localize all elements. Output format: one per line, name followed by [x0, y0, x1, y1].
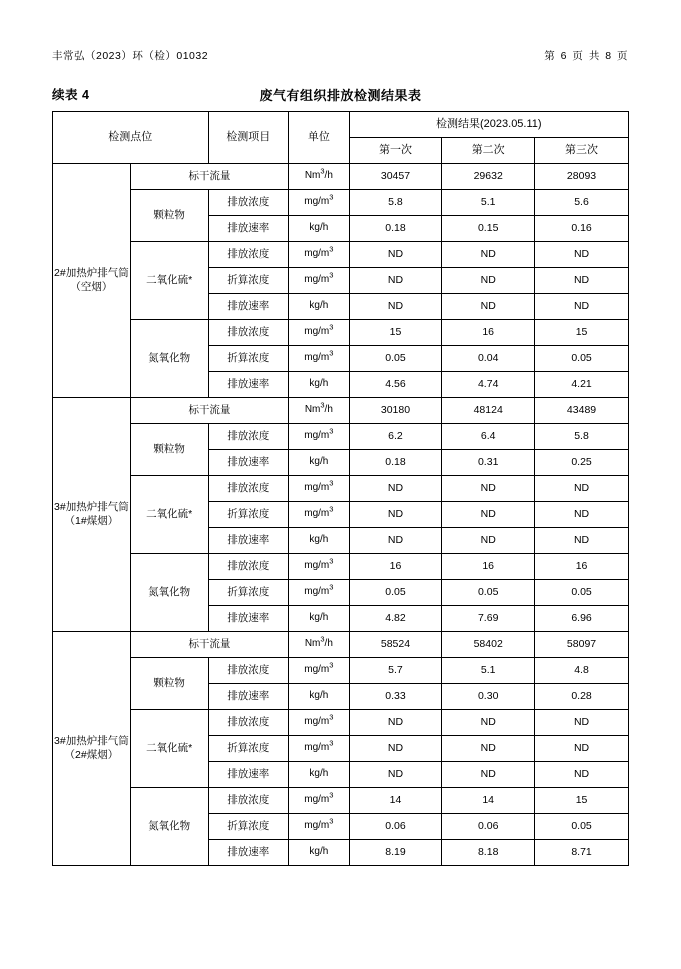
cell-result-run-1: 30457: [349, 164, 442, 190]
cell-unit: kg/h: [289, 450, 349, 476]
table-body: [53, 164, 629, 866]
cell-unit: kg/h: [289, 606, 349, 632]
cell-result-run-1: 5.8: [349, 190, 442, 216]
cell-result-run-1: 0.33: [349, 684, 442, 710]
cell-item: 排放速率: [208, 684, 289, 710]
table-header-row-1: [53, 112, 629, 138]
cell-item: 排放速率: [208, 606, 289, 632]
cell-result-run-1: ND: [349, 476, 442, 502]
table-row: [53, 320, 629, 346]
cell-item-group: 颗粒物: [130, 424, 208, 476]
cell-unit: $mg/m^3$: [289, 710, 349, 736]
cell-result-run-1: 0.06: [349, 814, 442, 840]
table-row: [53, 164, 629, 190]
page-number: 第 6 页 共 8 页: [544, 50, 629, 62]
cell-item: 排放浓度: [208, 554, 289, 580]
cell-result-run-3: 15: [535, 788, 629, 814]
cell-result-run-1: ND: [349, 710, 442, 736]
cell-item: 排放速率: [208, 216, 289, 242]
cell-item-group: 氮氧化物: [130, 320, 208, 398]
cell-unit: kg/h: [289, 294, 349, 320]
table-row: [53, 788, 629, 814]
cell-result-run-3: ND: [535, 528, 629, 554]
cell-result-run-3: 4.21: [535, 372, 629, 398]
cell-result-run-3: 8.71: [535, 840, 629, 866]
cell-result-run-3: 0.16: [535, 216, 629, 242]
cell-result-run-2: 16: [442, 320, 535, 346]
table-row: [53, 554, 629, 580]
cell-result-run-2: 4.74: [442, 372, 535, 398]
cell-unit: $mg/m^3$: [289, 320, 349, 346]
header-item: 检测项目: [208, 112, 289, 164]
header-point: 检测点位: [53, 112, 209, 164]
cell-result-run-3: 6.96: [535, 606, 629, 632]
page-header: [52, 48, 629, 63]
cell-unit: $mg/m^3$: [289, 736, 349, 762]
cell-result-run-1: 58524: [349, 632, 442, 658]
cell-result-run-1: ND: [349, 268, 442, 294]
cell-result-run-3: ND: [535, 710, 629, 736]
cell-result-run-2: 7.69: [442, 606, 535, 632]
cell-monitoring-point: 2#加热炉排气筒（空烟）: [53, 164, 131, 398]
cell-item-group: 二氧化硫*: [130, 710, 208, 788]
table-row: [53, 424, 629, 450]
cell-item-group: 二氧化硫*: [130, 242, 208, 320]
table-row: [53, 710, 629, 736]
cell-result-run-2: 0.04: [442, 346, 535, 372]
cell-unit: Nm$^3$/h: [289, 164, 349, 190]
cell-item: 排放浓度: [208, 476, 289, 502]
cell-item: 排放速率: [208, 528, 289, 554]
cell-monitoring-point: 3#加热炉排气筒（2#煤烟）: [53, 632, 131, 866]
cell-result-run-1: ND: [349, 242, 442, 268]
cell-unit: kg/h: [289, 684, 349, 710]
cell-result-run-2: 5.1: [442, 190, 535, 216]
cell-unit: $mg/m^3$: [289, 242, 349, 268]
cell-result-run-2: ND: [442, 502, 535, 528]
cell-unit: kg/h: [289, 372, 349, 398]
cell-result-run-3: ND: [535, 502, 629, 528]
cell-result-run-3: 0.28: [535, 684, 629, 710]
cell-result-run-2: 0.06: [442, 814, 535, 840]
cell-result-run-3: 58097: [535, 632, 629, 658]
table-row: [53, 190, 629, 216]
cell-result-run-2: ND: [442, 762, 535, 788]
cell-result-run-1: 0.05: [349, 346, 442, 372]
header-unit: 单位: [289, 112, 349, 164]
cell-result-run-1: 5.7: [349, 658, 442, 684]
cell-monitoring-point: 3#加热炉排气筒（1#煤烟）: [53, 398, 131, 632]
cell-item: 标干流量: [130, 632, 288, 658]
cell-item: 标干流量: [130, 164, 288, 190]
cell-result-run-1: 4.82: [349, 606, 442, 632]
cell-result-run-2: 8.18: [442, 840, 535, 866]
cell-item: 折算浓度: [208, 346, 289, 372]
cell-result-run-1: 30180: [349, 398, 442, 424]
cell-result-run-1: ND: [349, 762, 442, 788]
cell-result-run-1: ND: [349, 502, 442, 528]
cell-result-run-1: 6.2: [349, 424, 442, 450]
cell-item: 折算浓度: [208, 268, 289, 294]
cell-result-run-1: 0.18: [349, 450, 442, 476]
cell-result-run-2: ND: [442, 736, 535, 762]
cell-unit: Nm$^3$/h: [289, 632, 349, 658]
cell-result-run-1: ND: [349, 736, 442, 762]
cell-result-run-3: 0.05: [535, 814, 629, 840]
cell-result-run-2: 29632: [442, 164, 535, 190]
cell-item: 折算浓度: [208, 580, 289, 606]
header-run-2: 第二次: [442, 138, 535, 164]
cell-result-run-2: 0.31: [442, 450, 535, 476]
cell-item: 排放速率: [208, 450, 289, 476]
cell-result-run-3: ND: [535, 762, 629, 788]
cell-result-run-1: 4.56: [349, 372, 442, 398]
cell-item: 标干流量: [130, 398, 288, 424]
cell-unit: $mg/m^3$: [289, 268, 349, 294]
cell-result-run-2: 0.05: [442, 580, 535, 606]
cell-result-run-3: 28093: [535, 164, 629, 190]
cell-item-group: 二氧化硫*: [130, 476, 208, 554]
table-row: [53, 242, 629, 268]
cell-result-run-2: ND: [442, 528, 535, 554]
cell-result-run-2: ND: [442, 242, 535, 268]
emission-results-table: [52, 111, 629, 866]
cell-item: 折算浓度: [208, 814, 289, 840]
cell-item: 排放浓度: [208, 424, 289, 450]
cell-result-run-3: 15: [535, 320, 629, 346]
cell-result-run-2: 0.15: [442, 216, 535, 242]
cell-result-run-2: ND: [442, 710, 535, 736]
cell-item: 排放浓度: [208, 242, 289, 268]
cell-result-run-3: 4.8: [535, 658, 629, 684]
header-run-1: 第一次: [349, 138, 442, 164]
cell-result-run-3: ND: [535, 736, 629, 762]
cell-result-run-2: 6.4: [442, 424, 535, 450]
cell-unit: kg/h: [289, 762, 349, 788]
cell-item: 排放速率: [208, 294, 289, 320]
cell-unit: $mg/m^3$: [289, 658, 349, 684]
cell-result-run-2: 5.1: [442, 658, 535, 684]
cell-unit: $mg/m^3$: [289, 476, 349, 502]
cell-result-run-3: ND: [535, 242, 629, 268]
cell-item: 折算浓度: [208, 736, 289, 762]
cell-result-run-3: ND: [535, 294, 629, 320]
cell-result-run-2: 48124: [442, 398, 535, 424]
cell-unit: $mg/m^3$: [289, 502, 349, 528]
cell-result-run-3: 43489: [535, 398, 629, 424]
cell-unit: kg/h: [289, 528, 349, 554]
cell-unit: $mg/m^3$: [289, 814, 349, 840]
title-row: [52, 85, 629, 103]
cell-result-run-2: 58402: [442, 632, 535, 658]
cell-result-run-2: ND: [442, 476, 535, 502]
continued-table-label: 续表 4: [52, 88, 90, 102]
cell-result-run-2: ND: [442, 268, 535, 294]
cell-unit: kg/h: [289, 216, 349, 242]
cell-result-run-1: 16: [349, 554, 442, 580]
header-run-3: 第三次: [535, 138, 629, 164]
cell-item: 排放速率: [208, 762, 289, 788]
document-code: 丰常弘（2023）环（检）01032: [52, 50, 209, 62]
cell-result-run-3: ND: [535, 268, 629, 294]
cell-unit: $mg/m^3$: [289, 190, 349, 216]
cell-unit: kg/h: [289, 840, 349, 866]
table-row: [53, 476, 629, 502]
cell-result-run-1: ND: [349, 528, 442, 554]
cell-result-run-1: 0.18: [349, 216, 442, 242]
cell-result-run-1: 14: [349, 788, 442, 814]
cell-result-run-3: 0.05: [535, 580, 629, 606]
cell-result-run-2: ND: [442, 294, 535, 320]
cell-result-run-3: 5.6: [535, 190, 629, 216]
cell-unit: $mg/m^3$: [289, 580, 349, 606]
cell-item: 排放速率: [208, 372, 289, 398]
cell-item: 排放浓度: [208, 788, 289, 814]
cell-item-group: 颗粒物: [130, 190, 208, 242]
cell-result-run-3: 0.05: [535, 346, 629, 372]
header-result-group: 检测结果(2023.05.11): [349, 112, 628, 138]
cell-result-run-2: 14: [442, 788, 535, 814]
cell-item: 排放浓度: [208, 658, 289, 684]
cell-item: 排放浓度: [208, 710, 289, 736]
cell-unit: $mg/m^3$: [289, 424, 349, 450]
table-row: [53, 632, 629, 658]
cell-unit: $mg/m^3$: [289, 788, 349, 814]
cell-item-group: 氮氧化物: [130, 554, 208, 632]
cell-item: 排放速率: [208, 840, 289, 866]
cell-result-run-3: 16: [535, 554, 629, 580]
table-row: [53, 398, 629, 424]
cell-result-run-1: 0.05: [349, 580, 442, 606]
cell-item-group: 氮氧化物: [130, 788, 208, 866]
cell-result-run-3: 0.25: [535, 450, 629, 476]
cell-item: 排放浓度: [208, 320, 289, 346]
cell-result-run-2: 0.30: [442, 684, 535, 710]
cell-unit: $mg/m^3$: [289, 554, 349, 580]
cell-result-run-3: 5.8: [535, 424, 629, 450]
cell-result-run-1: ND: [349, 294, 442, 320]
cell-unit: Nm$^3$/h: [289, 398, 349, 424]
cell-item: 排放浓度: [208, 190, 289, 216]
page-title: 废气有组织排放检测结果表: [259, 88, 422, 103]
cell-item-group: 颗粒物: [130, 658, 208, 710]
table-row: [53, 658, 629, 684]
cell-result-run-1: 8.19: [349, 840, 442, 866]
cell-result-run-2: 16: [442, 554, 535, 580]
cell-unit: $mg/m^3$: [289, 346, 349, 372]
table-head: [53, 112, 629, 164]
cell-result-run-3: ND: [535, 476, 629, 502]
cell-item: 折算浓度: [208, 502, 289, 528]
cell-result-run-1: 15: [349, 320, 442, 346]
